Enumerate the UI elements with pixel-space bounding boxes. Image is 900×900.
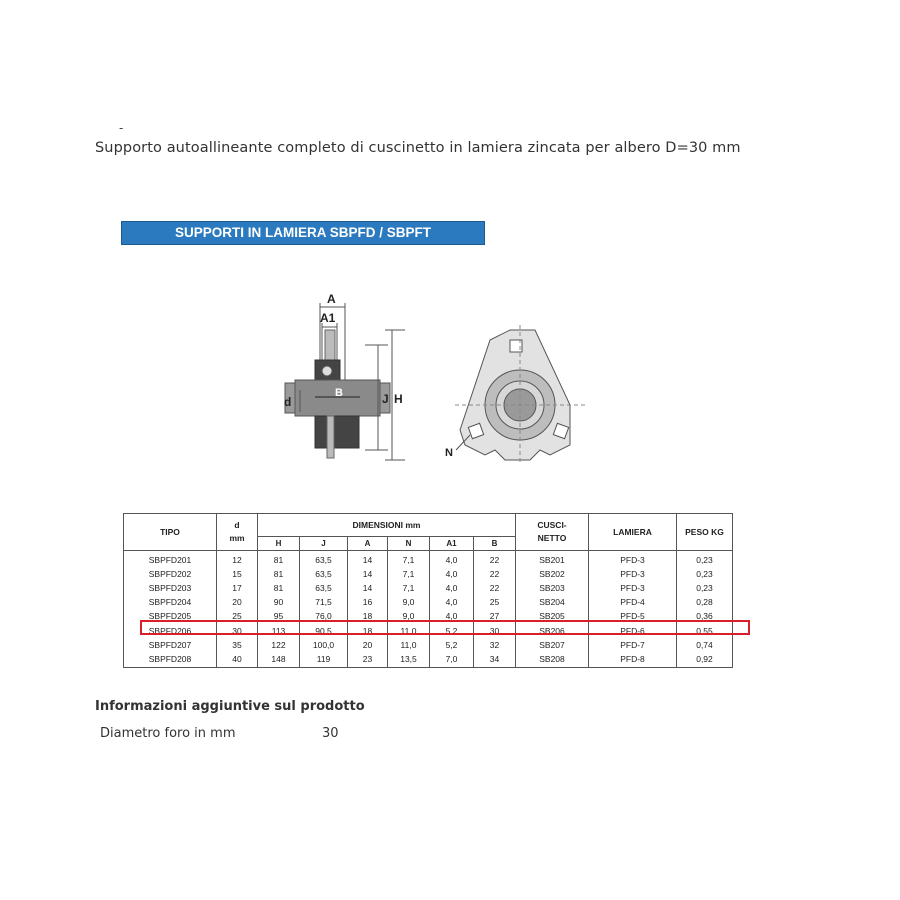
label-h: H [394,392,403,406]
table-cell: 7,0 [430,652,474,667]
label-j: J [382,392,389,406]
product-description: Supporto autoallineante completo di cuscinetto in lamiera zincata per albero D=30 mm [95,140,741,156]
table-cell: 63,5 [300,551,348,568]
table-cell: PFD-6 [589,624,677,638]
highlighted-row-frame [140,620,750,635]
table-row [124,581,733,595]
table-cell: 0,36 [677,610,733,624]
col-tipo: TIPO [124,514,217,551]
table-row [124,638,733,652]
col-b: B [474,537,516,551]
table-cell: 22 [474,551,516,568]
info-title: Informazioni aggiuntive sul prodotto [95,699,365,714]
dimensions-table [123,513,733,668]
table-cell: 25 [217,610,258,624]
table-cell: 71,5 [300,596,348,610]
side-view [285,303,405,460]
table-cell: SB204 [516,596,589,610]
table-cell: SB208 [516,652,589,667]
col-n: N [388,537,430,551]
table-cell: SBPFD203 [124,581,217,595]
table-cell: 7,1 [388,581,430,595]
table-cell: PFD-5 [589,610,677,624]
table-cell: SB201 [516,551,589,568]
col-a: A [348,537,388,551]
label-d: d [284,395,292,409]
table-cell: PFD-3 [589,581,677,595]
col-a1: A1 [430,537,474,551]
col-cuscinetto [516,514,589,551]
table-cell: 14 [348,567,388,581]
table-cell: PFD-8 [589,652,677,667]
table-cell: PFD-4 [589,596,677,610]
table-cell: PFD-3 [589,567,677,581]
table-cell: 32 [474,638,516,652]
table-row [124,567,733,581]
table-cell: 0,92 [677,652,733,667]
table-cell: 14 [348,581,388,595]
table-cell: 30 [217,624,258,638]
table-cell: 148 [258,652,300,667]
table-cell: 12 [217,551,258,568]
col-d-bottom: mm [229,533,245,543]
table-cell: 0,55 [677,624,733,638]
table-cell: 25 [474,596,516,610]
table-cell: 0,23 [677,567,733,581]
col-d [217,514,258,551]
table-cell: 76,0 [300,610,348,624]
info-label-diametro: Diametro foro in mm [100,726,236,741]
table-cell: 4,0 [430,581,474,595]
table-cell: 0,74 [677,638,733,652]
table-cell: 34 [474,652,516,667]
table-cell: 11,0 [388,624,430,638]
col-j: J [300,537,348,551]
col-cuscinetto-bottom: NETTO [537,533,567,543]
table-cell: 100,0 [300,638,348,652]
table-cell: 7,1 [388,551,430,568]
label-n: N [445,447,453,459]
table-cell: PFD-3 [589,551,677,568]
table-cell: 0,28 [677,596,733,610]
table-cell: 4,0 [430,567,474,581]
table-cell: SBPFD202 [124,567,217,581]
table-cell: SBPFD208 [124,652,217,667]
table-row [124,551,733,568]
col-d-top: d [234,520,240,530]
col-lamiera: LAMIERA [589,514,677,551]
technical-drawing [270,285,600,470]
table-cell: 14 [348,551,388,568]
table-cell: 9,0 [388,610,430,624]
table-cell: 95 [258,610,300,624]
label-b: B [335,387,343,399]
table-cell: 18 [348,624,388,638]
table-cell: 27 [474,610,516,624]
label-a1: A1 [320,311,336,325]
table-cell: 90 [258,596,300,610]
table-cell: 22 [474,567,516,581]
table-cell: 20 [348,638,388,652]
table-cell: 35 [217,638,258,652]
table-cell: 15 [217,567,258,581]
table-cell: 63,5 [300,567,348,581]
table-cell: 22 [474,581,516,595]
table-cell: 5,2 [430,624,474,638]
table-cell: 81 [258,567,300,581]
table-cell: SB206 [516,624,589,638]
table-cell: 23 [348,652,388,667]
table-cell: 7,1 [388,567,430,581]
table-cell: SBPFD205 [124,610,217,624]
table-cell: 122 [258,638,300,652]
table-cell: 4,0 [430,551,474,568]
col-h: H [258,537,300,551]
table-cell: SB205 [516,610,589,624]
table-cell: 40 [217,652,258,667]
table-cell: 63,5 [300,581,348,595]
table-cell: 5,2 [430,638,474,652]
table-cell: PFD-7 [589,638,677,652]
label-a: A [327,292,336,306]
dash-marker: - [119,121,124,135]
table-cell: 119 [300,652,348,667]
table-cell: 11,0 [388,638,430,652]
table-cell: 30 [474,624,516,638]
table-cell: SB207 [516,638,589,652]
table-cell: SBPFD206 [124,624,217,638]
table-cell: SB203 [516,581,589,595]
table-cell: 16 [348,596,388,610]
col-peso: PESO KG [677,514,733,551]
table-cell: 13,5 [388,652,430,667]
table-cell: 81 [258,551,300,568]
table-cell: 18 [348,610,388,624]
table-cell: SBPFD204 [124,596,217,610]
table-cell: 4,0 [430,610,474,624]
table-row [124,652,733,667]
table-cell: 4,0 [430,596,474,610]
table-cell: SBPFD207 [124,638,217,652]
table-row [124,596,733,610]
series-banner: SUPPORTI IN LAMIERA SBPFD / SBPFT [121,221,485,245]
table-cell: SB202 [516,567,589,581]
table-cell: SBPFD201 [124,551,217,568]
table-cell: 17 [217,581,258,595]
col-cuscinetto-top: CUSCI- [537,520,567,530]
table-cell: 0,23 [677,581,733,595]
col-dimensioni: DIMENSIONI mm [258,514,516,537]
front-view [455,325,585,465]
info-value-diametro: 30 [322,726,339,741]
table-cell: 81 [258,581,300,595]
table-cell: 20 [217,596,258,610]
table-cell: 0,23 [677,551,733,568]
table-cell: 113 [258,624,300,638]
table-cell: 90,5 [300,624,348,638]
table-cell: 9,0 [388,596,430,610]
